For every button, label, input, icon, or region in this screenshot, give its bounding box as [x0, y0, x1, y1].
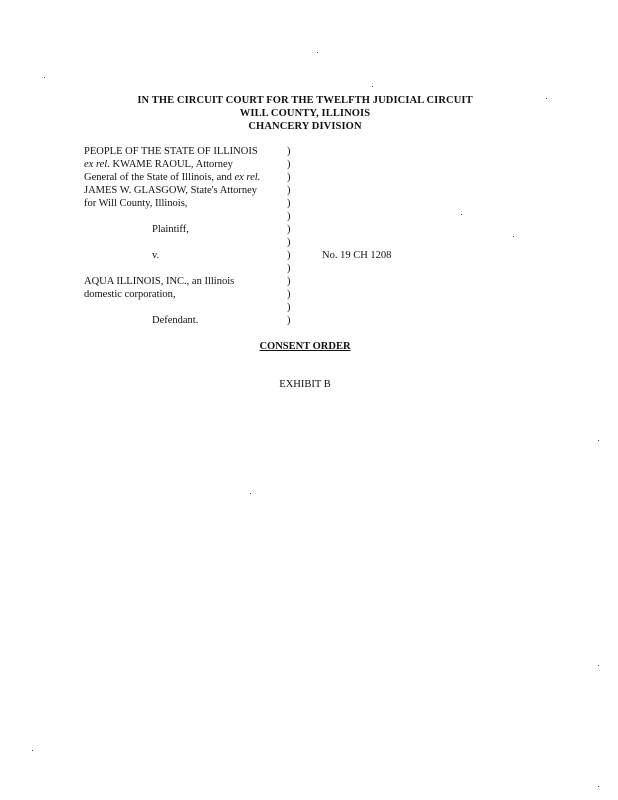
paren: ): [287, 289, 291, 300]
court-name: IN THE CIRCUIT COURT FOR THE TWELFTH JUDICIAL CIRCUIT: [137, 95, 473, 106]
scan-speck: [317, 52, 318, 53]
ex-rel-italic-2: ex rel.: [234, 172, 261, 183]
paren: ): [287, 302, 291, 313]
scan-speck: [372, 86, 373, 87]
paren: ): [287, 250, 291, 261]
paren: ): [287, 159, 291, 170]
plaintiff-line-3: [84, 171, 284, 184]
paren: ): [287, 185, 291, 196]
defendant-role: Defendant.: [152, 315, 199, 326]
scan-speck: [250, 493, 251, 494]
scan-speck: [461, 214, 462, 215]
paren: ): [287, 263, 291, 274]
plaintiff-role: Plaintiff,: [152, 224, 189, 235]
plaintiff-line-5: for Will County, Illinois,: [84, 198, 188, 209]
division-name: CHANCERY DIVISION: [248, 121, 362, 132]
paren: ): [287, 237, 291, 248]
county-name: WILL COUNTY, ILLINOIS: [239, 108, 371, 119]
plaintiff-line-3-start: General of the State of Illinois, and: [84, 172, 235, 183]
defendant-block: [84, 275, 284, 301]
document-title: CONSENT ORDER: [259, 341, 351, 352]
paren: ): [287, 146, 291, 157]
paren: ): [287, 315, 291, 326]
versus-label: v.: [152, 250, 160, 261]
paren: ): [287, 276, 291, 287]
caption-paren-column: [287, 145, 297, 327]
scan-speck: [44, 77, 45, 78]
scan-speck: [546, 98, 547, 99]
court-header: [0, 94, 610, 133]
plaintiff-line-2: [84, 158, 284, 171]
case-number: No. 19 CH 1208: [322, 250, 392, 261]
plaintiff-line-1: PEOPLE OF THE STATE OF ILLINOIS: [84, 146, 258, 157]
case-caption: [84, 145, 504, 335]
exhibit-label: EXHIBIT B: [279, 379, 331, 390]
scan-speck: [32, 750, 33, 751]
plaintiff-line-2-rest: KWAME RAOUL, Attorney: [109, 159, 233, 170]
scan-speck: [513, 236, 514, 237]
paren: ): [287, 172, 291, 183]
ex-rel-italic-1: ex rel.: [84, 159, 110, 170]
paren: ): [287, 198, 291, 209]
plaintiff-block: [84, 145, 284, 210]
scan-speck: [598, 665, 599, 666]
plaintiff-line-4: JAMES W. GLASGOW, State's Attorney: [84, 185, 258, 196]
defendant-line-2: domestic corporation,: [84, 289, 176, 300]
paren: ): [287, 224, 291, 235]
paren: ): [287, 211, 291, 222]
scan-speck: [598, 786, 599, 787]
defendant-line-1: AQUA ILLINOIS, INC., an Illinois: [84, 276, 235, 287]
scan-speck: [598, 440, 599, 441]
